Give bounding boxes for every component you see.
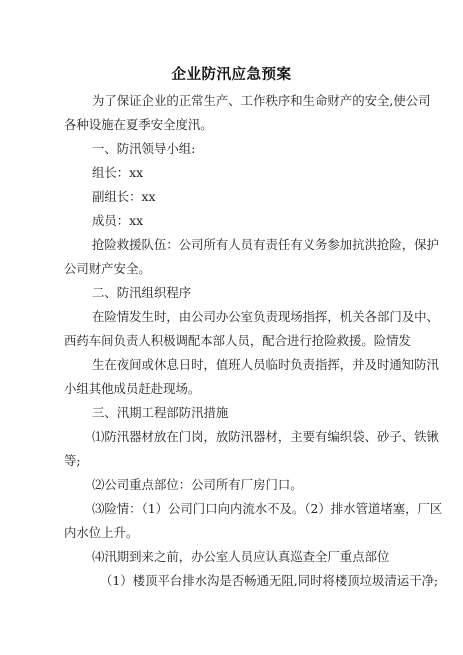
procedure-line-1: 在险情发生时，由公司办公室负责现场指挥，机关各部门及中、 [92,309,439,324]
section-3-heading: 三、汛期工程部防汛措施 [92,405,229,420]
section-1-heading: 一、防汛领导小组: [92,141,196,156]
members-line: 成员：xx [92,213,144,228]
procedure-line-2: 西药车间负责人积极调配本部人员，配合进行抢险救援。险情发 [64,333,411,348]
measure-3-line-1: ⑶险情：（1）公司门口向内流水不及。（2）排水管道堵塞，厂区 [92,501,443,516]
deputy-leader-line: 副组长：xx [92,189,156,204]
rescue-team-line-1: 抢险救援队伍：公司所有人员有责任有义务参加抗洪抢险，保护 [92,237,439,252]
measure-2: ⑵公司重点部位：公司所有厂房门口。 [92,477,303,492]
measure-1-line-2: 等; [64,453,81,468]
measure-1-line-1: ⑴防汛器材放在门岗，放防汛器材，主要有编织袋、砂子、铁锹 [92,429,439,444]
leader-line: 组长：xx [92,165,144,180]
procedure-line-4: 小组其他成员赶赴现场。 [64,381,201,396]
document-title: 企业防汛应急预案 [171,67,292,83]
procedure-line-3: 生在夜间或休息日时，值班人员临时负责指挥，并及时通知防汛 [92,357,439,372]
section-2-heading: 二、防汛组织程序 [92,285,192,300]
intro-line-2: 各种设施在夏季安全度汛。 [64,117,213,132]
intro-line-1: 为了保证企业的正常生产、工作秩序和生命财产的安全,使公司 [92,93,431,108]
rescue-team-line-2: 公司财产安全。 [64,261,151,276]
measure-4-item-1: （1）楼顶平台排水沟是否畅通无阻,同时将楼顶垃圾清运干净; [100,573,439,588]
measure-3-line-2: 内水位上升。 [64,525,139,540]
measure-4: ⑷汛期到来之前，办公室人员应认真巡查全厂重点部位 [92,549,390,564]
